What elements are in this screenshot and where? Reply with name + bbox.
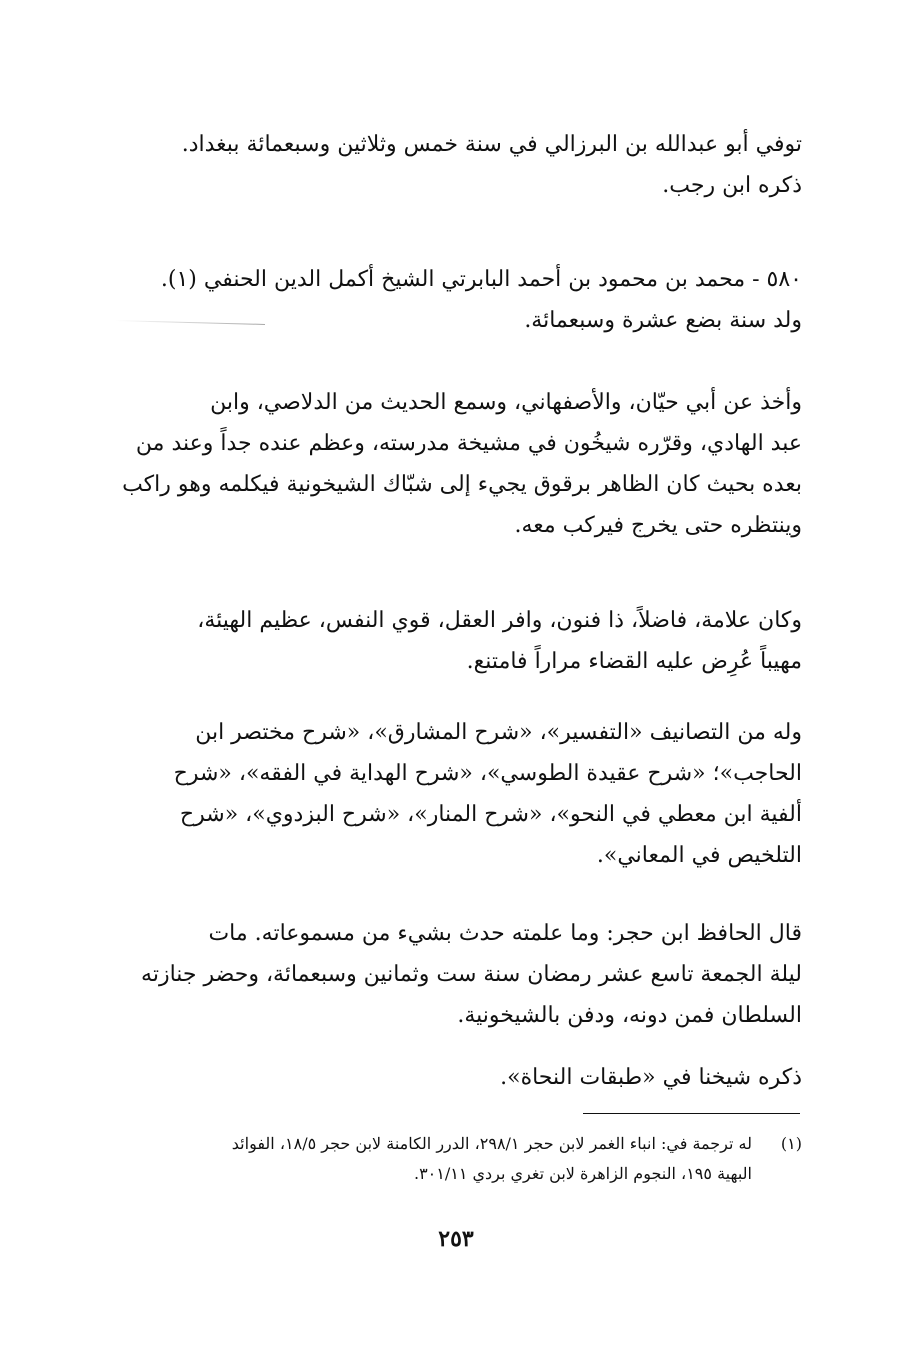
paragraph-works	[128, 712, 802, 876]
page-number: ٢٥٣	[438, 1226, 474, 1252]
text-line: وأخذ عن أبي حيّان، والأصفهاني، وسمع الحديث من الدلاصي، وابن	[210, 390, 802, 415]
entry-heading-580	[128, 259, 802, 341]
footnote-line: البهية ١٩٥، النجوم الزاهرة لابن تغري بردي ٣٠١/١١.	[413, 1164, 752, 1183]
text-line: ألفية ابن معطي في النحو»، «شرح المنار»، «شرح البزدوي»، «شرح	[179, 802, 802, 827]
entry-title: ٥٨٠ - محمد بن محمود بن أحمد البابرتي الشيخ أكمل الدين الحنفي (١).	[160, 267, 802, 292]
text-line: مهيباً عُرِض عليه القضاء مراراً فامتنع.	[466, 649, 802, 674]
text-line: ذكره ابن رجب.	[662, 173, 802, 198]
paragraph-teachers	[122, 382, 802, 546]
text-line: وكان علامة، فاضلاً، ذا فنون، وافر العقل، قوي النفس، عظيم الهيئة،	[197, 608, 802, 633]
text-line: بعده بحيث كان الظاهر برقوق يجيء إلى شبّاك الشيخونية فيكلمه وهو راكب	[122, 472, 802, 497]
text-line: ولد سنة بضع عشرة وسبعمائة.	[524, 308, 802, 333]
footnote-separator	[583, 1113, 800, 1114]
text-line: توفي أبو عبدالله بن البرزالي في سنة خمس وثلاثين وسبعمائة ببغداد.	[181, 132, 802, 157]
footnote-line: له ترجمة في: انباء الغمر لابن حجر ٢٩٨/١، الدرر الكامنة لابن حجر ١٨/٥، الفوائد	[231, 1134, 752, 1153]
text-line: السلطان فمن دونه، ودفن بالشيخونية.	[457, 1003, 802, 1028]
text-line: التلخيص في المعاني».	[596, 843, 802, 868]
text-line: عبد الهادي، وقرّره شيخُون في مشيخة مدرسته، وعظم عنده جداً وعند من	[135, 431, 802, 456]
text-line: ليلة الجمعة تاسع عشر رمضان سنة ست وثمانين وسبعمائة، وحضر جنازته	[141, 962, 802, 987]
text-line: قال الحافظ ابن حجر: وما علمته حدث بشيء من مسموعاته. مات	[208, 921, 802, 946]
text-line: ذكره شيخنا في «طبقات النحاة».	[500, 1065, 802, 1090]
text-line: وله من التصانيف «التفسير»، «شرح المشارق»، «شرح مختصر ابن	[195, 720, 802, 745]
paragraph-qualities	[128, 600, 802, 682]
paragraph-albirzali-death	[128, 124, 802, 206]
text-line: الحاجب»؛ «شرح عقيدة الطوسي»، «شرح الهداية في الفقه»، «شرح	[173, 761, 802, 786]
paragraph-citation	[128, 1057, 802, 1098]
text-line: وينتظره حتى يخرج فيركب معه.	[514, 513, 802, 538]
footnote-text	[152, 1129, 752, 1189]
paragraph-ibn-hajar	[128, 913, 802, 1036]
footnote-number: (١)	[780, 1134, 802, 1153]
